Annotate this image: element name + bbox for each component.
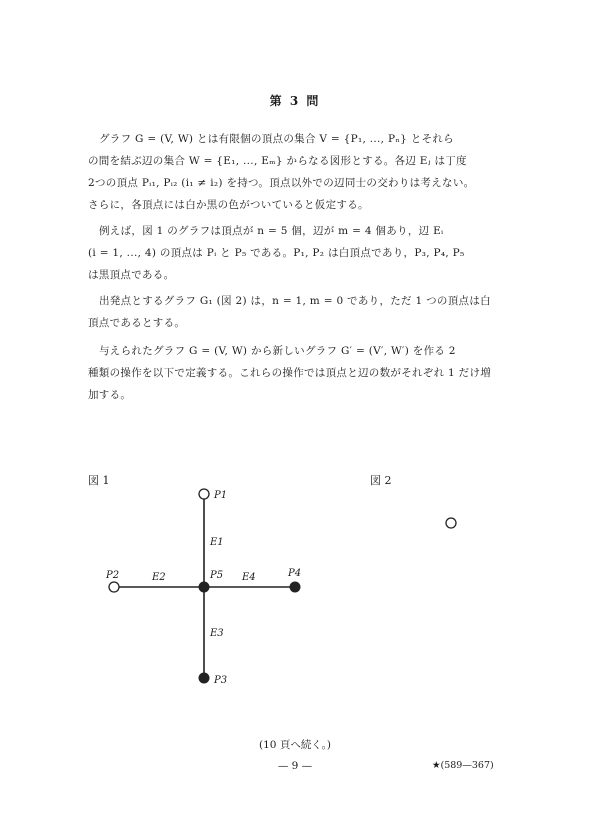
text-line: 与えられたグラフ G = (V, W) から新しいグラフ G′ = (V′, W′) を作る 2: [99, 345, 456, 357]
label-p1: P1: [214, 490, 228, 501]
vertex-p2: [109, 582, 119, 592]
text-line: は黒頂点である。: [88, 269, 175, 281]
label-e1: E1: [210, 537, 224, 548]
text-line: 頂点であるとする。: [88, 317, 186, 329]
vertex-p5: [199, 582, 210, 593]
paragraph-example: [88, 220, 518, 286]
paragraph-operations: [88, 340, 518, 406]
vertex-p3: [199, 673, 210, 684]
figure1-label: 図 1: [88, 474, 110, 487]
text-line: さらに，各頂点には白か黒の色がついていると仮定する。: [88, 199, 369, 211]
figure2-label: 図 2: [370, 474, 392, 487]
text-line: グラフ G = (V, W) とは有限個の頂点の集合 V = {P₁, ..., Pₙ} とそれら: [99, 133, 454, 145]
label-e4: E4: [242, 572, 256, 583]
paragraph-definition: [88, 128, 518, 216]
page-number: — 9 —: [277, 760, 313, 772]
label-p3: P3: [214, 675, 228, 686]
label-p2: P2: [106, 570, 120, 581]
problem-heading: 第 3 問: [269, 94, 321, 108]
document-code: ★(589—367): [432, 760, 494, 771]
label-e3: E3: [210, 628, 224, 639]
label-e2: E2: [152, 572, 166, 583]
text-line: 種類の操作を以下で定義する。これらの操作では頂点と辺の数がそれぞれ 1 だけ増: [88, 367, 492, 379]
continue-note: (10 頁へ続く。): [259, 739, 331, 751]
text-line: 例えば，図 1 のグラフは頂点が n = 5 個，辺が m = 4 個あり，辺 Eᵢ: [99, 225, 444, 237]
text-line: の間を結ぶ辺の集合 W = {E₁, ..., Eₘ} からなる図形とする。各辺 Eⱼ は丁度: [88, 155, 467, 167]
figure2-graph: [443, 515, 459, 531]
text-line: 加する。: [88, 389, 132, 401]
label-p4: P4: [288, 568, 302, 579]
vertex-p1: [199, 489, 209, 499]
vertex-single: [446, 518, 456, 528]
text-line: 出発点とするグラフ G₁ (図 2) は，n = 1, m = 0 であり，ただ 1 つの頂点は白: [99, 295, 491, 307]
figure1-graph: [90, 470, 350, 700]
text-line: 2つの頂点 Pᵢ₁, Pᵢ₂ (i₁ ≠ i₂) を持つ。頂点以外での辺同士の交わりは考えない。: [88, 177, 475, 189]
label-p5: P5: [210, 570, 224, 581]
paragraph-start-graph: [88, 290, 518, 334]
text-line: (i = 1, ..., 4) の頂点は Pᵢ と P₅ である。P₁, P₂ は白頂点であり，P₃, P₄, P₅: [88, 247, 465, 259]
vertex-p4: [290, 582, 301, 593]
